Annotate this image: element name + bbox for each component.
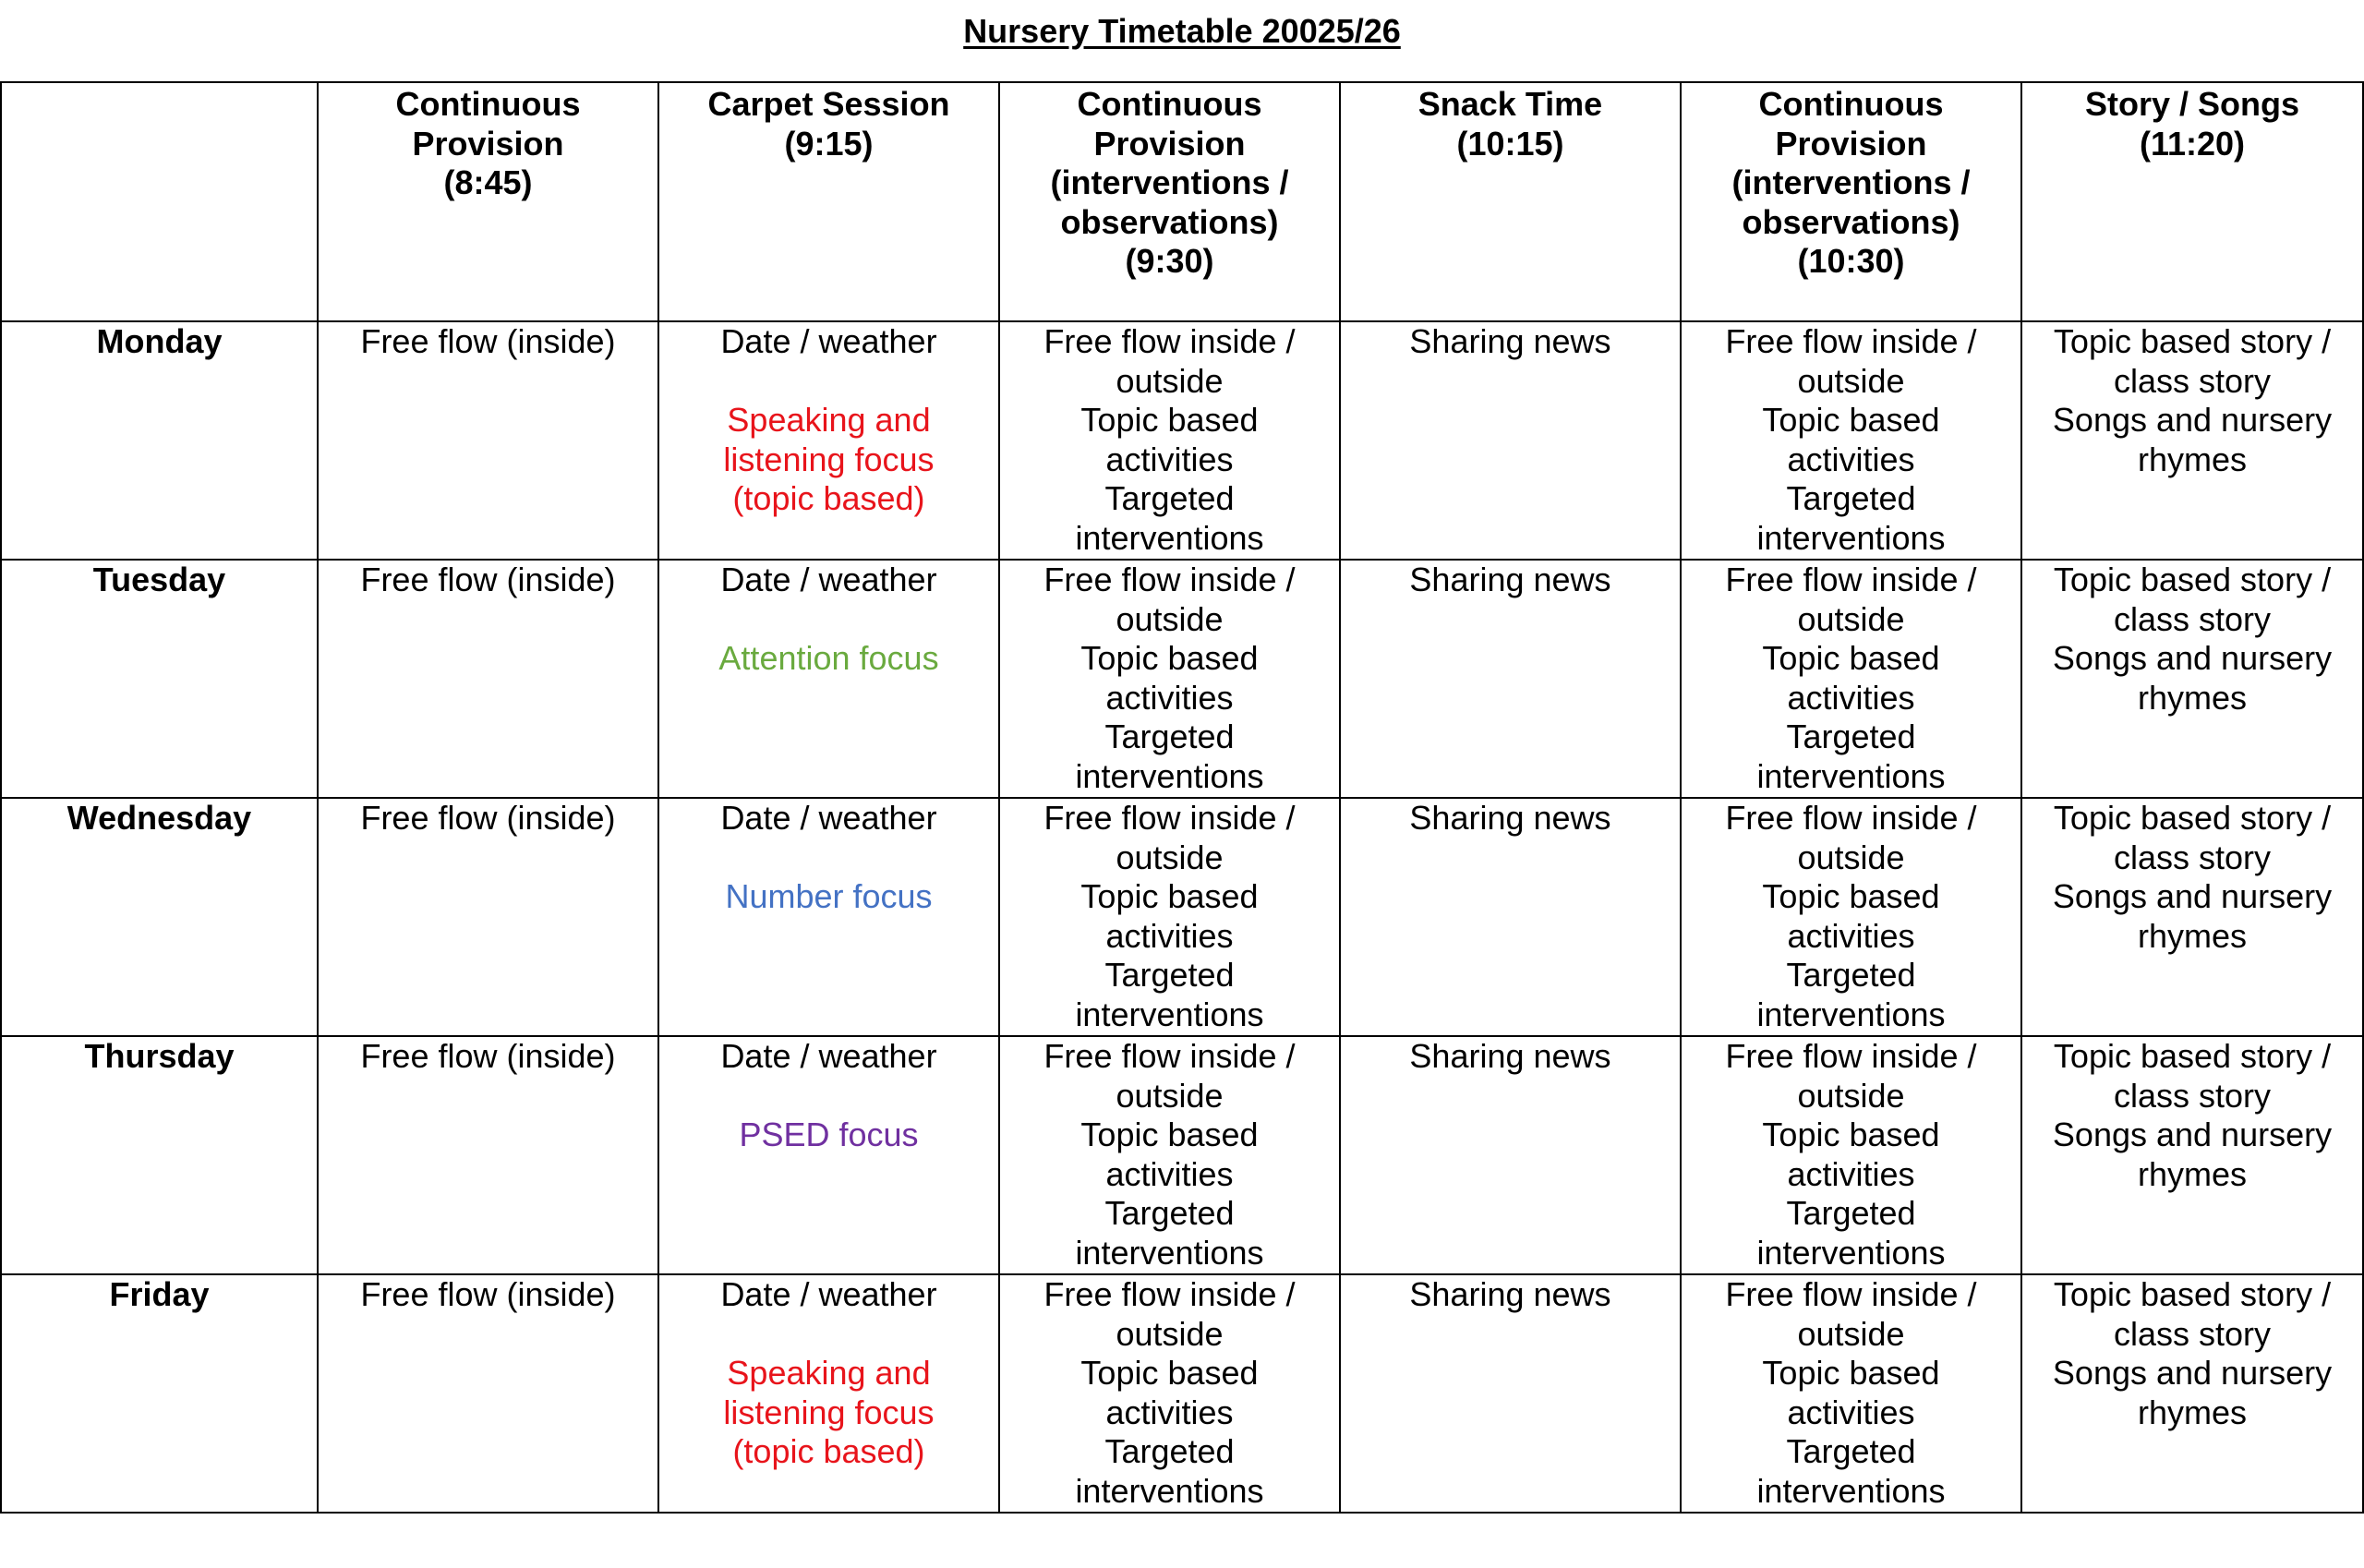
- cell-line: interventions: [1756, 1471, 1946, 1510]
- cell-line: Free flow inside /: [1725, 1037, 1977, 1075]
- header-continuous-provision-1030: [1681, 82, 2021, 321]
- carpet-focus-line: (topic based): [732, 479, 925, 517]
- cell-snack: Sharing news: [1340, 1036, 1681, 1274]
- day-label: Wednesday: [1, 798, 318, 1036]
- cell-line: rhymes: [2137, 1154, 2248, 1193]
- cell-line: Free flow inside /: [1725, 799, 1977, 837]
- cell-line: activities: [1105, 678, 1234, 717]
- header-line: (8:45): [443, 163, 533, 201]
- cell-line: Songs and nursery: [2052, 639, 2333, 677]
- cell-line: outside: [1116, 1314, 1224, 1353]
- header-line: Continuous: [1758, 85, 1944, 123]
- cell-line: class story: [2113, 1314, 2272, 1353]
- cell-line: class story: [2113, 838, 2272, 876]
- cell-continuous-2: [999, 1036, 1340, 1274]
- cell-continuous-2: [999, 798, 1340, 1036]
- cell-carpet-session: [658, 798, 999, 1036]
- cell-line: interventions: [1075, 1233, 1264, 1272]
- cell-line: activities: [1105, 1393, 1234, 1431]
- carpet-base: Date / weather: [720, 561, 937, 598]
- cell-line: rhymes: [2137, 916, 2248, 955]
- cell-line: interventions: [1756, 756, 1946, 795]
- header-line: (interventions /: [1050, 163, 1289, 201]
- cell-snack: Sharing news: [1340, 321, 1681, 560]
- day-label: Friday: [1, 1274, 318, 1513]
- cell-line: Topic based: [1080, 877, 1259, 915]
- cell-line: Topic based story /: [2053, 1275, 2332, 1313]
- cell-line: activities: [1787, 440, 1915, 478]
- cell-line: rhymes: [2137, 678, 2248, 717]
- cell-line: class story: [2113, 361, 2272, 400]
- cell-story: [2021, 560, 2363, 798]
- cell-line: Topic based: [1080, 639, 1259, 677]
- cell-line: outside: [1116, 838, 1224, 876]
- header-line: (11:20): [2139, 124, 2246, 163]
- cell-line: class story: [2113, 1076, 2272, 1115]
- carpet-base: Date / weather: [720, 322, 937, 360]
- carpet-base: Date / weather: [720, 1275, 937, 1313]
- cell-continuous-3: [1681, 1036, 2021, 1274]
- cell-line: Targeted: [1786, 1432, 1916, 1470]
- cell-line: Topic based story /: [2053, 322, 2332, 360]
- cell-line: outside: [1116, 361, 1224, 400]
- cell-snack: Sharing news: [1340, 1274, 1681, 1513]
- cell-line: activities: [1787, 1154, 1915, 1193]
- cell-continuous-1: Free flow (inside): [318, 321, 658, 560]
- cell-line: Free flow inside /: [1725, 322, 1977, 360]
- cell-line: activities: [1105, 440, 1234, 478]
- header-line: (9:15): [784, 124, 874, 163]
- header-line: observations): [1060, 202, 1279, 241]
- cell-continuous-1: Free flow (inside): [318, 1274, 658, 1513]
- cell-line: Targeted: [1104, 479, 1235, 517]
- cell-line: Topic based story /: [2053, 561, 2332, 598]
- header-row: [1, 82, 2363, 321]
- header-line: Provision: [1093, 124, 1246, 163]
- cell-line: Topic based: [1762, 639, 1940, 677]
- cell-story: [2021, 321, 2363, 560]
- table-row-friday: [1, 1274, 2363, 1513]
- cell-line: Songs and nursery: [2052, 1116, 2333, 1153]
- carpet-base: Date / weather: [720, 1037, 937, 1075]
- carpet-focus-line: Number focus: [725, 877, 933, 915]
- cell-line: outside: [1797, 1314, 1905, 1353]
- cell-line: Free flow inside /: [1043, 561, 1296, 598]
- cell-line: outside: [1797, 838, 1905, 876]
- cell-line: Targeted: [1786, 956, 1916, 994]
- day-label: Monday: [1, 321, 318, 560]
- cell-line: Free flow inside /: [1043, 799, 1296, 837]
- cell-snack: Sharing news: [1340, 560, 1681, 798]
- cell-line: Free flow inside /: [1043, 1275, 1296, 1313]
- cell-line: rhymes: [2137, 440, 2248, 478]
- header-story-songs: [2021, 82, 2363, 321]
- carpet-focus-line: (topic based): [732, 1432, 925, 1470]
- cell-carpet-session: [658, 321, 999, 560]
- cell-continuous-2: [999, 321, 1340, 560]
- cell-line: interventions: [1756, 1233, 1946, 1272]
- cell-line: Targeted: [1104, 1432, 1235, 1470]
- cell-line: Targeted: [1104, 956, 1235, 994]
- header-line: Continuous: [1077, 85, 1262, 123]
- cell-story: [2021, 798, 2363, 1036]
- carpet-focus-line: Speaking and: [727, 401, 931, 439]
- cell-line: outside: [1797, 1076, 1905, 1115]
- day-label: Tuesday: [1, 560, 318, 798]
- cell-line: outside: [1116, 1076, 1224, 1115]
- cell-continuous-3: [1681, 560, 2021, 798]
- header-line: Provision: [412, 124, 564, 163]
- carpet-focus-line: Attention focus: [718, 639, 939, 677]
- carpet-focus-line: listening focus: [723, 440, 935, 478]
- header-line: observations): [1742, 202, 1960, 241]
- cell-carpet-session: [658, 1274, 999, 1513]
- cell-line: Topic based: [1762, 1354, 1940, 1392]
- header-line: Provision: [1775, 124, 1927, 163]
- cell-carpet-session: [658, 560, 999, 798]
- table-row-wednesday: [1, 798, 2363, 1036]
- cell-continuous-1: Free flow (inside): [318, 798, 658, 1036]
- carpet-focus-line: Speaking and: [727, 1354, 931, 1392]
- header-snack-time: [1340, 82, 1681, 321]
- header-line: (9:30): [1125, 242, 1214, 280]
- cell-line: Topic based: [1762, 877, 1940, 915]
- cell-line: Targeted: [1104, 1194, 1235, 1232]
- carpet-focus-line: listening focus: [723, 1393, 935, 1431]
- header-line: Story / Songs: [2084, 85, 2300, 123]
- cell-line: interventions: [1075, 1471, 1264, 1510]
- cell-line: rhymes: [2137, 1393, 2248, 1431]
- cell-line: Targeted: [1786, 1194, 1916, 1232]
- cell-continuous-3: [1681, 1274, 2021, 1513]
- header-carpet-session: [658, 82, 999, 321]
- timetable: [0, 81, 2364, 1514]
- header-line: (10:15): [1456, 124, 1564, 163]
- cell-line: class story: [2113, 599, 2272, 638]
- cell-line: activities: [1105, 1154, 1234, 1193]
- cell-line: Free flow inside /: [1043, 322, 1296, 360]
- cell-line: interventions: [1756, 518, 1946, 557]
- cell-line: interventions: [1756, 995, 1946, 1033]
- cell-line: activities: [1787, 916, 1915, 955]
- cell-line: Topic based: [1762, 1116, 1940, 1153]
- cell-line: outside: [1797, 361, 1905, 400]
- cell-line: activities: [1787, 1393, 1915, 1431]
- cell-line: interventions: [1075, 756, 1264, 795]
- cell-continuous-1: Free flow (inside): [318, 1036, 658, 1274]
- cell-line: Topic based: [1080, 1354, 1259, 1392]
- cell-line: Topic based: [1080, 401, 1259, 439]
- table-row-monday: [1, 321, 2363, 560]
- cell-continuous-1: Free flow (inside): [318, 560, 658, 798]
- table-row-tuesday: [1, 560, 2363, 798]
- day-label: Thursday: [1, 1036, 318, 1274]
- header-day-corner: [1, 82, 318, 321]
- cell-line: Songs and nursery: [2052, 877, 2333, 915]
- cell-story: [2021, 1274, 2363, 1513]
- cell-line: Targeted: [1786, 718, 1916, 755]
- cell-story: [2021, 1036, 2363, 1274]
- table-row-thursday: [1, 1036, 2363, 1274]
- cell-line: Targeted: [1104, 718, 1235, 755]
- cell-line: outside: [1797, 599, 1905, 638]
- cell-line: interventions: [1075, 995, 1264, 1033]
- cell-line: Free flow inside /: [1725, 561, 1977, 598]
- header-line: Snack Time: [1417, 85, 1603, 123]
- cell-line: Topic based story /: [2053, 1037, 2332, 1075]
- header-line: Carpet Session: [707, 85, 950, 123]
- cell-line: Targeted: [1786, 479, 1916, 517]
- header-continuous-provision-0845: [318, 82, 658, 321]
- cell-line: Free flow inside /: [1043, 1037, 1296, 1075]
- cell-continuous-3: [1681, 798, 2021, 1036]
- cell-continuous-2: [999, 560, 1340, 798]
- header-line: (10:30): [1797, 242, 1905, 280]
- cell-line: interventions: [1075, 518, 1264, 557]
- cell-continuous-3: [1681, 321, 2021, 560]
- cell-line: Topic based: [1762, 401, 1940, 439]
- cell-continuous-2: [999, 1274, 1340, 1513]
- cell-line: Free flow inside /: [1725, 1275, 1977, 1313]
- cell-line: Topic based: [1080, 1116, 1259, 1153]
- carpet-focus-line: PSED focus: [739, 1116, 919, 1153]
- carpet-base: Date / weather: [720, 799, 937, 837]
- header-line: Continuous: [395, 85, 581, 123]
- document-title: Nursery Timetable 20025/26: [963, 12, 1401, 50]
- cell-line: Songs and nursery: [2052, 1354, 2333, 1392]
- header-line: (interventions /: [1731, 163, 1971, 201]
- cell-line: activities: [1105, 916, 1234, 955]
- cell-carpet-session: [658, 1036, 999, 1274]
- cell-line: Songs and nursery: [2052, 401, 2333, 439]
- cell-line: Topic based story /: [2053, 799, 2332, 837]
- cell-line: activities: [1787, 678, 1915, 717]
- cell-snack: Sharing news: [1340, 798, 1681, 1036]
- header-continuous-provision-0930: [999, 82, 1340, 321]
- cell-line: outside: [1116, 599, 1224, 638]
